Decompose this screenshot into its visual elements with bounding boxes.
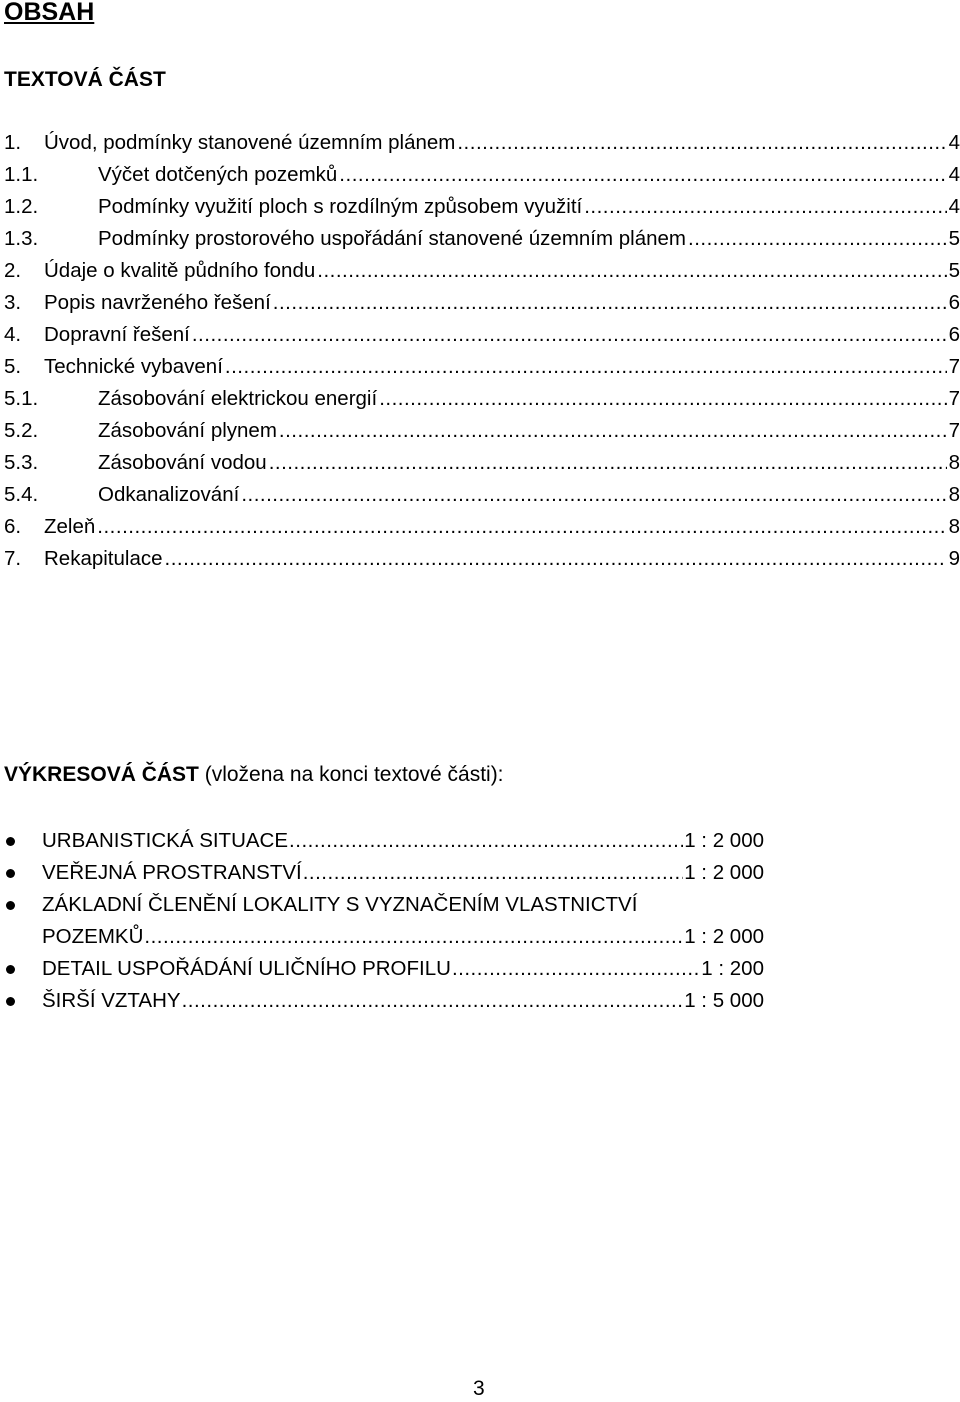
toc-entry-page: 6 <box>948 323 960 346</box>
bullet-icon <box>6 997 15 1006</box>
toc-entry-number: 6. <box>4 515 22 538</box>
bullet-icon <box>6 901 15 910</box>
toc-entry-title: Zásobování vodou <box>98 451 267 474</box>
toc-entry-number: 3. <box>4 291 22 314</box>
toc-entry-title: Podmínky prostorového uspořádání stanovené územním plánem <box>98 227 687 250</box>
drawing-leader <box>452 953 700 985</box>
toc-entry[interactable] <box>4 511 960 543</box>
drawing-title: DETAIL USPOŘÁDÁNÍ ULIČNÍHO PROFILU <box>42 957 451 980</box>
toc-entry-title: Výčet dotčených pozemků <box>98 163 338 186</box>
toc-entry-page: 5 <box>948 259 960 282</box>
toc-entry-number: 5. <box>4 355 22 378</box>
toc-entry-number: 5.2. <box>4 419 39 442</box>
toc-entry-page: 4 <box>948 163 960 186</box>
toc-entry[interactable] <box>4 319 960 351</box>
toc-entry-title: Popis navrženého řešení <box>44 291 271 314</box>
drawing-leader <box>182 985 684 1017</box>
text-section-heading: TEXTOVÁ ČÁST <box>4 68 166 91</box>
toc-entry-title: Zásobování elektrickou energií <box>98 387 378 410</box>
toc-entry[interactable] <box>4 479 960 511</box>
toc-entry-title: Dopravní řešení <box>44 323 190 346</box>
toc-entry-title: Technické vybavení <box>44 355 223 378</box>
toc-entry-title: Údaje o kvalitě půdního fondu <box>44 259 316 282</box>
toc-entry-page: 7 <box>948 419 960 442</box>
toc-leader <box>241 479 946 511</box>
drawing-scale: 1 : 2 000 <box>684 829 764 852</box>
bullet-icon <box>6 869 15 878</box>
toc-entry-number: 1.3. <box>4 227 39 250</box>
page-number: 3 <box>473 1377 485 1400</box>
drawing-title-line1: ZÁKLADNÍ ČLENĚNÍ LOKALITY S VYZNAČENÍM VLASTNICTVÍ <box>42 893 638 916</box>
toc-entry[interactable] <box>4 223 960 255</box>
toc-entry-title: Odkanalizování <box>98 483 240 506</box>
toc-entry-title: Úvod, podmínky stanovené územním plánem <box>44 131 456 154</box>
toc-leader <box>279 415 947 447</box>
toc-leader <box>339 159 946 191</box>
toc-entry-number: 1.1. <box>4 163 39 186</box>
toc-leader <box>317 255 946 287</box>
toc-entry[interactable] <box>4 543 960 575</box>
toc-entry-page: 7 <box>948 387 960 410</box>
drawing-title: VEŘEJNÁ PROSTRANSTVÍ <box>42 861 302 884</box>
toc-entry-number: 2. <box>4 259 22 282</box>
drawing-item[interactable] <box>0 825 800 857</box>
drawing-item[interactable] <box>0 985 800 1017</box>
toc-entry-title: Rekapitulace <box>44 547 163 570</box>
toc-entry[interactable] <box>4 191 960 223</box>
drawing-leader <box>144 921 683 953</box>
drawing-heading-bold: VÝKRESOVÁ ČÁST <box>4 763 199 786</box>
toc-entry-page: 5 <box>948 227 960 250</box>
toc-entry-page: 4 <box>948 131 960 154</box>
toc-entry-number: 7. <box>4 547 22 570</box>
toc-entry-page: 9 <box>948 547 960 570</box>
toc-entry-page: 8 <box>948 515 960 538</box>
toc-leader <box>192 319 947 351</box>
toc-entry-title: Zeleň <box>44 515 96 538</box>
toc-entry-title: Zásobování plynem <box>98 419 277 442</box>
toc-entry[interactable] <box>4 127 960 159</box>
toc-leader <box>688 223 947 255</box>
toc-leader <box>379 383 946 415</box>
toc-entry-number: 5.1. <box>4 387 39 410</box>
drawing-item[interactable] <box>0 953 800 985</box>
toc-leader <box>269 447 947 479</box>
drawing-scale: 1 : 2 000 <box>684 861 764 884</box>
toc-entry[interactable] <box>4 447 960 479</box>
toc-entry-number: 5.4. <box>4 483 39 506</box>
toc-entry-number: 4. <box>4 323 22 346</box>
drawing-title: POZEMKŮ <box>42 925 144 948</box>
drawing-scale: 1 : 200 <box>701 957 764 980</box>
drawing-leader <box>303 857 683 889</box>
toc-entry-number: 1.2. <box>4 195 39 218</box>
toc-entry[interactable] <box>4 415 960 447</box>
toc-leader <box>97 511 946 543</box>
toc-leader <box>584 191 946 223</box>
toc-entry-page: 7 <box>948 355 960 378</box>
bullet-icon <box>6 837 15 846</box>
toc-entry[interactable] <box>4 159 960 191</box>
page-title: OBSAH <box>4 0 95 26</box>
toc-entry[interactable] <box>4 255 960 287</box>
toc-entry-number: 5.3. <box>4 451 39 474</box>
toc-entry-page: 6 <box>948 291 960 314</box>
drawing-title: URBANISTICKÁ SITUACE <box>42 829 289 852</box>
drawing-item[interactable] <box>0 857 800 889</box>
drawing-heading-note: (vložena na konci textové části): <box>198 763 504 786</box>
toc-entry-page: 8 <box>948 483 960 506</box>
toc-entry-page: 4 <box>948 195 960 218</box>
drawing-scale: 1 : 2 000 <box>684 925 764 948</box>
toc-leader <box>273 287 947 319</box>
bullet-icon <box>6 965 15 974</box>
drawing-title: ŠIRŠÍ VZTAHY <box>42 989 181 1012</box>
toc-entry-title: Podmínky využití ploch s rozdílným způsobem využití <box>98 195 583 218</box>
toc-entry-page: 8 <box>948 451 960 474</box>
toc-leader <box>225 351 947 383</box>
toc-leader <box>165 543 947 575</box>
drawing-scale: 1 : 5 000 <box>684 989 764 1012</box>
drawing-section-heading <box>4 763 504 787</box>
drawing-item[interactable] <box>0 889 800 953</box>
toc-entry[interactable] <box>4 287 960 319</box>
toc-entry[interactable] <box>4 351 960 383</box>
toc-entry[interactable] <box>4 383 960 415</box>
drawing-leader <box>289 825 683 857</box>
toc-leader <box>457 127 946 159</box>
toc-entry-number: 1. <box>4 131 22 154</box>
